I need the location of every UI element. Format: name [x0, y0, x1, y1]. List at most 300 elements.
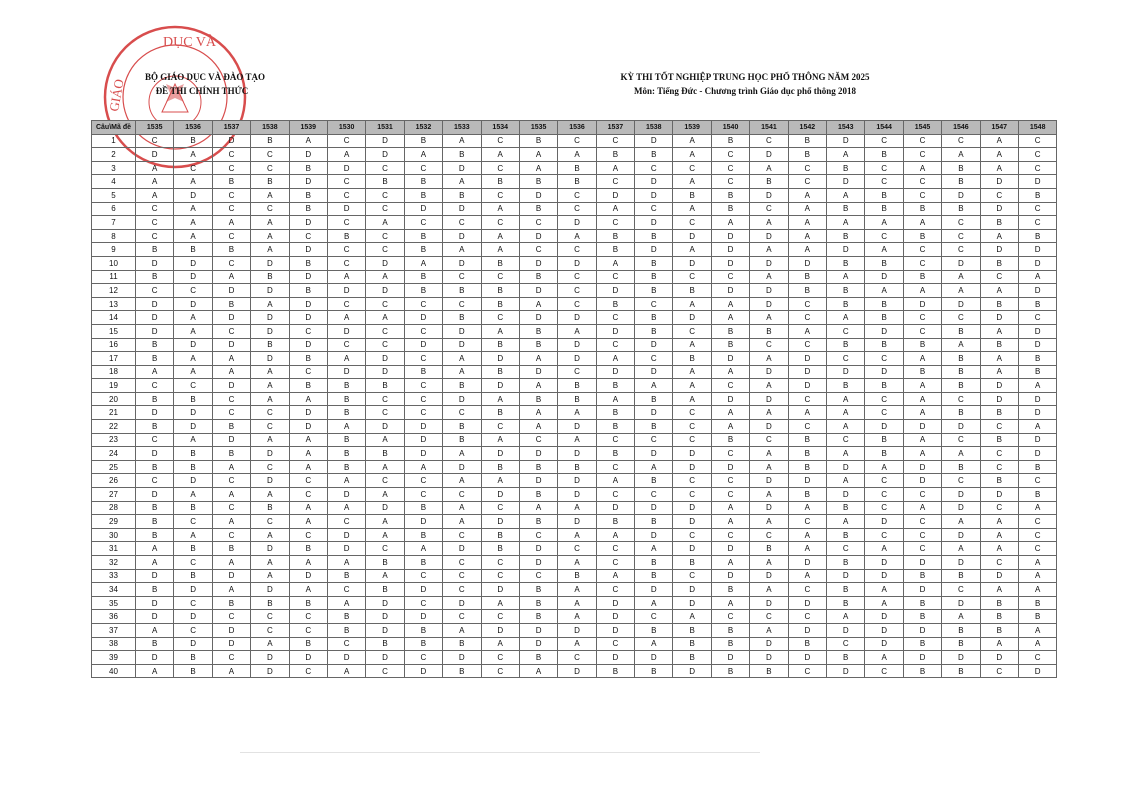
question-number: 32	[92, 556, 136, 570]
answer-cell: B	[788, 488, 826, 502]
answer-cell: D	[289, 311, 327, 325]
answer-cell: A	[174, 352, 212, 366]
answer-cell: C	[788, 610, 826, 624]
answer-cell: D	[136, 311, 174, 325]
question-number: 22	[92, 420, 136, 434]
answer-cell: A	[289, 134, 327, 148]
answer-cell: D	[443, 596, 481, 610]
answer-cell: B	[827, 297, 865, 311]
answer-cell: B	[1018, 610, 1056, 624]
answer-cell: D	[750, 596, 788, 610]
answer-cell: A	[788, 243, 826, 257]
answer-cell: D	[519, 256, 557, 270]
answer-cell: B	[635, 229, 673, 243]
answer-cell: C	[750, 528, 788, 542]
answer-cell: B	[865, 188, 903, 202]
answer-cell: D	[980, 651, 1018, 665]
answer-cell: D	[519, 447, 557, 461]
answer-cell: A	[366, 216, 404, 230]
answer-cell: A	[136, 542, 174, 556]
answer-cell: C	[942, 216, 980, 230]
answer-cell: C	[443, 297, 481, 311]
exam-code-header: 1535	[519, 121, 557, 135]
answer-cell: C	[174, 556, 212, 570]
answer-cell: A	[1018, 569, 1056, 583]
answer-cell: B	[174, 447, 212, 461]
answer-cell: A	[711, 420, 749, 434]
answer-cell: D	[289, 651, 327, 665]
answer-cell: B	[174, 664, 212, 678]
answer-cell: D	[1018, 338, 1056, 352]
answer-cell: A	[558, 528, 596, 542]
answer-cell: D	[481, 583, 519, 597]
answer-cell: B	[558, 460, 596, 474]
answer-cell: D	[635, 188, 673, 202]
answer-cell: B	[289, 284, 327, 298]
answer-cell: D	[366, 420, 404, 434]
answer-cell: C	[711, 488, 749, 502]
answer-cell: A	[980, 284, 1018, 298]
answer-cell: B	[942, 365, 980, 379]
answer-cell: A	[327, 556, 365, 570]
answer-cell: D	[174, 406, 212, 420]
answer-cell: B	[558, 175, 596, 189]
question-row	[92, 284, 1057, 298]
answer-cell: B	[443, 379, 481, 393]
answer-cell: C	[212, 324, 250, 338]
answer-cell: C	[558, 297, 596, 311]
question-row	[92, 202, 1057, 216]
answer-cell: D	[212, 311, 250, 325]
answer-cell: C	[711, 161, 749, 175]
answer-cell: D	[673, 460, 711, 474]
answer-cell: C	[289, 610, 327, 624]
answer-cell: C	[865, 501, 903, 515]
answer-cell: B	[827, 583, 865, 597]
answer-cell: C	[903, 256, 941, 270]
answer-cell: A	[903, 284, 941, 298]
answer-cell: C	[404, 596, 442, 610]
answer-cell: C	[673, 420, 711, 434]
answer-cell: B	[596, 420, 634, 434]
answer-cell: A	[174, 216, 212, 230]
answer-cell: D	[673, 447, 711, 461]
answer-cell: A	[788, 542, 826, 556]
answer-cell: A	[673, 392, 711, 406]
answer-cell: A	[1018, 556, 1056, 570]
answer-cell: B	[711, 637, 749, 651]
answer-cell: D	[519, 556, 557, 570]
answer-cell: B	[366, 447, 404, 461]
answer-cell: A	[443, 175, 481, 189]
answer-cell: D	[750, 148, 788, 162]
answer-cell: C	[327, 134, 365, 148]
answer-cell: B	[980, 297, 1018, 311]
answer-cell: B	[481, 175, 519, 189]
answer-cell: A	[366, 569, 404, 583]
answer-cell: D	[865, 420, 903, 434]
answer-cell: C	[596, 134, 634, 148]
answer-cell: D	[481, 352, 519, 366]
answer-cell: A	[251, 488, 289, 502]
answer-cell: B	[212, 243, 250, 257]
answer-cell: A	[980, 324, 1018, 338]
answer-cell: A	[750, 447, 788, 461]
answer-cell: A	[1018, 623, 1056, 637]
answer-cell: B	[174, 569, 212, 583]
answer-cell: A	[289, 501, 327, 515]
answer-cell: D	[174, 338, 212, 352]
answer-cell: C	[251, 460, 289, 474]
answer-cell: D	[788, 596, 826, 610]
question-number: 18	[92, 365, 136, 379]
answer-cell: D	[212, 338, 250, 352]
answer-cell: C	[827, 433, 865, 447]
answer-cell: D	[596, 365, 634, 379]
answer-cell: D	[404, 610, 442, 624]
question-row	[92, 610, 1057, 624]
answer-cell: D	[788, 623, 826, 637]
answer-cell: A	[980, 134, 1018, 148]
answer-cell: D	[136, 651, 174, 665]
answer-cell: C	[212, 188, 250, 202]
answer-cell: A	[942, 447, 980, 461]
answer-cell: C	[980, 447, 1018, 461]
answer-cell: B	[519, 651, 557, 665]
answer-cell: A	[750, 623, 788, 637]
answer-cell: D	[635, 338, 673, 352]
answer-cell: A	[558, 610, 596, 624]
answer-cell: B	[251, 338, 289, 352]
answer-cell: B	[174, 243, 212, 257]
answer-cell: C	[327, 175, 365, 189]
answer-cell: C	[443, 610, 481, 624]
answer-key-table	[91, 120, 1057, 678]
answer-cell: C	[596, 311, 634, 325]
answer-cell: C	[136, 379, 174, 393]
answer-cell: C	[404, 569, 442, 583]
question-number: 29	[92, 515, 136, 529]
answer-cell: B	[443, 420, 481, 434]
answer-cell: A	[980, 161, 1018, 175]
question-number: 12	[92, 284, 136, 298]
answer-cell: B	[519, 515, 557, 529]
answer-cell: C	[673, 528, 711, 542]
answer-cell: D	[174, 420, 212, 434]
answer-cell: A	[711, 556, 749, 570]
question-number: 7	[92, 216, 136, 230]
answer-cell: B	[443, 637, 481, 651]
answer-cell: A	[788, 188, 826, 202]
answer-cell: C	[366, 161, 404, 175]
exam-code-header: 1533	[443, 121, 481, 135]
answer-cell: A	[750, 216, 788, 230]
answer-cell: C	[827, 542, 865, 556]
answer-cell: C	[327, 297, 365, 311]
answer-cell: A	[327, 420, 365, 434]
answer-cell: A	[443, 501, 481, 515]
answer-cell: B	[289, 256, 327, 270]
answer-cell: C	[1018, 134, 1056, 148]
answer-cell: C	[1018, 528, 1056, 542]
answer-cell: D	[788, 379, 826, 393]
answer-cell: D	[174, 297, 212, 311]
answer-cell: B	[289, 161, 327, 175]
answer-cell: D	[558, 352, 596, 366]
answer-cell: D	[289, 569, 327, 583]
answer-cell: C	[404, 406, 442, 420]
answer-cell: D	[711, 569, 749, 583]
answer-cell: C	[481, 610, 519, 624]
answer-cell: C	[980, 664, 1018, 678]
answer-cell: C	[903, 175, 941, 189]
answer-cell: D	[635, 501, 673, 515]
answer-cell: B	[481, 542, 519, 556]
answer-cell: C	[942, 433, 980, 447]
answer-cell: D	[136, 610, 174, 624]
answer-cell: A	[404, 148, 442, 162]
answer-cell: A	[481, 433, 519, 447]
answer-cell: A	[174, 433, 212, 447]
answer-cell: C	[903, 515, 941, 529]
answer-cell: D	[673, 583, 711, 597]
answer-cell: B	[519, 392, 557, 406]
question-number: 14	[92, 311, 136, 325]
answer-cell: D	[174, 583, 212, 597]
answer-cell: B	[865, 433, 903, 447]
answer-cell: B	[827, 284, 865, 298]
answer-cell: C	[443, 569, 481, 583]
question-row	[92, 148, 1057, 162]
exam-code-header: 1547	[980, 121, 1018, 135]
answer-cell: D	[519, 365, 557, 379]
answer-cell: A	[865, 460, 903, 474]
answer-cell: D	[289, 338, 327, 352]
answer-cell: A	[289, 447, 327, 461]
answer-cell: C	[404, 474, 442, 488]
answer-cell: C	[980, 188, 1018, 202]
answer-cell: C	[1018, 161, 1056, 175]
answer-cell: D	[673, 596, 711, 610]
answer-cell: B	[942, 324, 980, 338]
answer-cell: C	[212, 202, 250, 216]
answer-cell: A	[635, 542, 673, 556]
question-row	[92, 338, 1057, 352]
answer-cell: C	[366, 202, 404, 216]
answer-cell: D	[404, 664, 442, 678]
answer-cell: C	[673, 488, 711, 502]
answer-cell: C	[327, 256, 365, 270]
question-number: 38	[92, 637, 136, 651]
answer-cell: A	[711, 515, 749, 529]
answer-cell: B	[596, 297, 634, 311]
answer-cell: A	[980, 148, 1018, 162]
answer-cell: A	[711, 297, 749, 311]
question-row	[92, 515, 1057, 529]
answer-cell: D	[1018, 433, 1056, 447]
answer-cell: D	[251, 311, 289, 325]
answer-cell: D	[174, 474, 212, 488]
answer-cell: D	[903, 474, 941, 488]
answer-cell: A	[519, 406, 557, 420]
answer-cell: C	[481, 556, 519, 570]
answer-cell: A	[942, 610, 980, 624]
answer-cell: A	[481, 596, 519, 610]
answer-cell: C	[903, 148, 941, 162]
answer-cell: A	[212, 664, 250, 678]
answer-cell: D	[251, 583, 289, 597]
answer-cell: A	[212, 270, 250, 284]
answer-cell: B	[711, 134, 749, 148]
answer-cell: A	[558, 556, 596, 570]
answer-cell: B	[673, 651, 711, 665]
answer-cell: B	[596, 447, 634, 461]
answer-cell: A	[404, 542, 442, 556]
answer-cell: D	[212, 569, 250, 583]
question-row	[92, 270, 1057, 284]
answer-cell: D	[251, 256, 289, 270]
answer-cell: D	[942, 256, 980, 270]
answer-cell: D	[558, 311, 596, 325]
answer-cell: B	[404, 243, 442, 257]
answer-cell: A	[750, 379, 788, 393]
answer-cell: D	[481, 623, 519, 637]
answer-cell: D	[366, 596, 404, 610]
answer-cell: B	[519, 270, 557, 284]
answer-cell: A	[174, 488, 212, 502]
question-row	[92, 447, 1057, 461]
answer-cell: C	[827, 637, 865, 651]
answer-cell: D	[1018, 392, 1056, 406]
answer-cell: A	[827, 311, 865, 325]
answer-cell: D	[404, 420, 442, 434]
answer-cell: B	[404, 134, 442, 148]
answer-cell: B	[366, 637, 404, 651]
answer-cell: A	[903, 501, 941, 515]
question-number: 6	[92, 202, 136, 216]
answer-cell: A	[558, 229, 596, 243]
answer-cell: D	[251, 447, 289, 461]
question-number: 25	[92, 460, 136, 474]
answer-cell: A	[289, 433, 327, 447]
answer-cell: C	[673, 270, 711, 284]
answer-cell: D	[289, 243, 327, 257]
answer-cell: A	[673, 202, 711, 216]
answer-cell: C	[788, 161, 826, 175]
answer-cell: C	[942, 243, 980, 257]
exam-code-header: 1541	[750, 121, 788, 135]
answer-cell: C	[865, 664, 903, 678]
answer-cell: B	[366, 175, 404, 189]
answer-cell: C	[1018, 474, 1056, 488]
question-number: 28	[92, 501, 136, 515]
answer-cell: C	[481, 134, 519, 148]
answer-cell: D	[865, 270, 903, 284]
question-number: 37	[92, 623, 136, 637]
answer-cell: C	[404, 651, 442, 665]
question-number: 8	[92, 229, 136, 243]
answer-cell: C	[558, 134, 596, 148]
answer-cell: B	[865, 311, 903, 325]
answer-cell: A	[865, 542, 903, 556]
answer-cell: B	[788, 284, 826, 298]
answer-cell: C	[443, 406, 481, 420]
answer-cell: B	[481, 406, 519, 420]
answer-cell: C	[212, 610, 250, 624]
question-number: 31	[92, 542, 136, 556]
answer-cell: C	[1018, 148, 1056, 162]
answer-cell: B	[980, 596, 1018, 610]
answer-cell: D	[327, 488, 365, 502]
question-number: 34	[92, 583, 136, 597]
question-row	[92, 433, 1057, 447]
answer-cell: C	[788, 664, 826, 678]
answer-cell: B	[251, 134, 289, 148]
answer-cell: A	[251, 365, 289, 379]
answer-cell: C	[481, 311, 519, 325]
answer-cell: D	[788, 556, 826, 570]
answer-cell: C	[711, 148, 749, 162]
answer-cell: D	[443, 161, 481, 175]
answer-cell: C	[327, 338, 365, 352]
answer-cell: A	[443, 623, 481, 637]
exam-code-header: 1539	[289, 121, 327, 135]
answer-cell: C	[865, 134, 903, 148]
answer-cell: C	[366, 664, 404, 678]
answer-cell: B	[136, 338, 174, 352]
answer-cell: C	[788, 175, 826, 189]
answer-cell: D	[404, 202, 442, 216]
answer-cell: D	[519, 474, 557, 488]
answer-cell: D	[635, 134, 673, 148]
answer-cell: D	[635, 447, 673, 461]
answer-cell: D	[635, 406, 673, 420]
answer-cell: D	[289, 175, 327, 189]
answer-cell: D	[980, 175, 1018, 189]
answer-cell: A	[212, 216, 250, 230]
answer-cell: C	[366, 188, 404, 202]
answer-cell: B	[788, 637, 826, 651]
answer-cell: A	[788, 216, 826, 230]
answer-cell: A	[558, 501, 596, 515]
question-row	[92, 365, 1057, 379]
answer-cell: C	[865, 528, 903, 542]
answer-cell: D	[711, 392, 749, 406]
answer-cell: D	[327, 651, 365, 665]
answer-cell: A	[136, 623, 174, 637]
answer-cell: A	[558, 148, 596, 162]
answer-cell: D	[212, 623, 250, 637]
answer-cell: B	[136, 243, 174, 257]
question-number: 16	[92, 338, 136, 352]
answer-cell: D	[481, 447, 519, 461]
answer-cell: D	[327, 324, 365, 338]
answer-cell: A	[212, 488, 250, 502]
answer-cell: C	[750, 202, 788, 216]
answer-cell: C	[673, 161, 711, 175]
answer-cell: C	[1018, 216, 1056, 230]
answer-cell: D	[136, 406, 174, 420]
answer-cell: C	[136, 134, 174, 148]
answer-cell: D	[366, 610, 404, 624]
answer-cell: A	[327, 148, 365, 162]
answer-cell: A	[212, 460, 250, 474]
answer-cell: B	[174, 651, 212, 665]
answer-cell: C	[1018, 515, 1056, 529]
corner-header: Câu\Mã đề	[92, 121, 136, 135]
answer-cell: A	[443, 515, 481, 529]
answer-cell: C	[711, 610, 749, 624]
